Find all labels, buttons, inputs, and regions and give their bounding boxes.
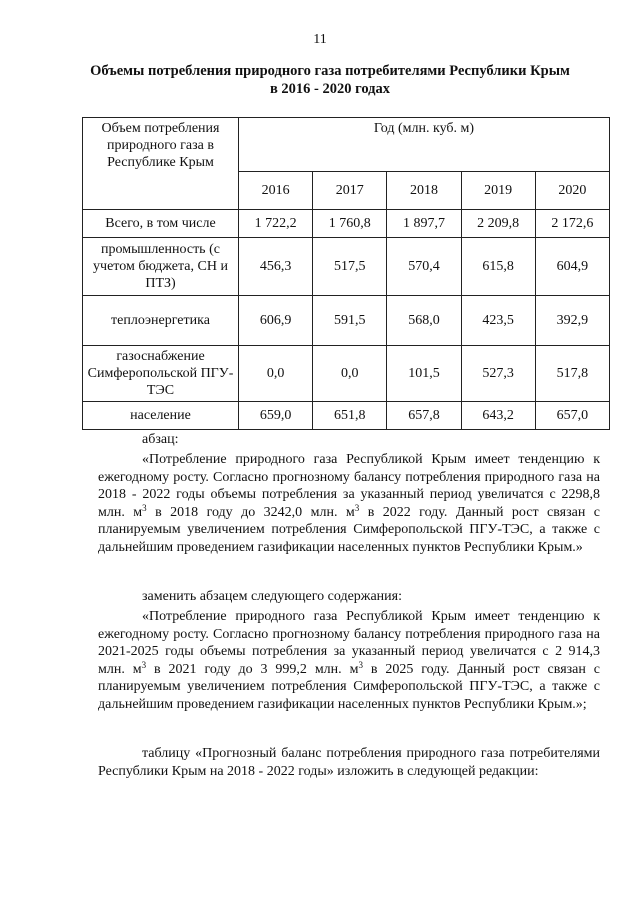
superscript: 3	[142, 502, 147, 513]
cell-value: 1 760,8	[313, 210, 387, 238]
header-year-group: Год (млн. куб. м)	[239, 118, 610, 172]
cell-value: 570,4	[387, 238, 461, 296]
page-number: 11	[313, 32, 327, 47]
title-line-1: Объемы потребления природного газа потребителями Республики Крым	[90, 63, 570, 79]
cell-value: 568,0	[387, 296, 461, 346]
cell-value: 517,8	[535, 346, 609, 402]
cell-value: 0,0	[313, 346, 387, 402]
header-year: 2017	[313, 172, 387, 210]
cell-value: 1 722,2	[239, 210, 313, 238]
text-segment: в 2022 году. Данный рост связан с планируемым увеличением потребления Симферопольской ПГУ-ТЭС, а также с дальнейшим проведением газификации населенных пунктов Республики Крым.»	[98, 504, 600, 555]
cell-value: 456,3	[239, 238, 313, 296]
header-year: 2020	[535, 172, 609, 210]
cell-value: 615,8	[461, 238, 535, 296]
header-year: 2018	[387, 172, 461, 210]
header-year: 2016	[239, 172, 313, 210]
document-title	[60, 62, 600, 98]
paragraph-text: таблицу «Прогнозный баланс потребления природного газа потребителями Республики Крым на 2018 - 2022 годы» изложить в следующей редакции:	[98, 746, 600, 779]
cell-value: 1 897,7	[387, 210, 461, 238]
cell-value: 101,5	[387, 346, 461, 402]
quoted-paragraph-old	[98, 451, 600, 556]
cell-value: 591,5	[313, 296, 387, 346]
cell-value: 606,9	[239, 296, 313, 346]
cell-value: 392,9	[535, 296, 609, 346]
replace-label: заменить абзацем следующего содержания:	[142, 589, 402, 604]
cell-value: 527,3	[461, 346, 535, 402]
quoted-paragraph-new	[98, 608, 600, 713]
cell-value: 657,0	[535, 402, 609, 430]
superscript: 3	[358, 659, 363, 670]
table-row	[83, 296, 610, 346]
text-segment: в 2018 году до 3242,0 млн. м	[146, 504, 355, 520]
row-label: газоснабжение Симферопольской ПГУ-ТЭС	[83, 346, 239, 402]
cell-value: 657,8	[387, 402, 461, 430]
row-label: население	[83, 402, 239, 430]
row-label: Всего, в том числе	[83, 210, 239, 238]
table-row	[83, 402, 610, 430]
cell-value: 651,8	[313, 402, 387, 430]
paragraph-text	[98, 608, 600, 713]
row-label: промышленность (с учетом бюджета, СН и ПТЗ)	[83, 238, 239, 296]
cell-value: 604,9	[535, 238, 609, 296]
abzac-label: абзац:	[142, 432, 179, 447]
cell-value: 423,5	[461, 296, 535, 346]
table-row	[83, 210, 610, 238]
gas-consumption-table	[82, 117, 610, 430]
cell-value: 643,2	[461, 402, 535, 430]
cell-value: 659,0	[239, 402, 313, 430]
superscript: 3	[354, 502, 360, 513]
row-label: теплоэнергетика	[83, 296, 239, 346]
text-segment: в 2025 году. Данный рост связан с планируемым увеличением потребления Симферопольской ПГУ-ТЭС, а также с дальнейшим проведением газификации населенных пунктов Республики Крым.»;	[98, 661, 600, 712]
header-year: 2019	[461, 172, 535, 210]
final-paragraph	[98, 745, 600, 780]
cell-value: 517,5	[313, 238, 387, 296]
cell-value: 0,0	[239, 346, 313, 402]
title-line-2: в 2016 - 2020 годах	[269, 81, 391, 97]
header-consumption: Объем потребления природного газа в Республике Крым	[83, 118, 239, 210]
cell-value: 2 209,8	[461, 210, 535, 238]
text-segment: «Потребление природного газа Республикой Крым имеет тенденцию к ежегодному росту. Согласно прогнозному балансу потребления природного газа на 2018 - 2022 годы объемы потребления за указанный период увеличатся с 2298,8 млн. м	[98, 452, 600, 520]
superscript: 3	[141, 659, 147, 670]
table-row	[83, 346, 610, 402]
text-segment: в 2021 году до 3 999,2 млн. м	[146, 661, 359, 677]
paragraph-text	[98, 451, 600, 556]
text-segment: «Потребление природного газа Республикой Крым имеет тенденцию к ежегодному росту. Согласно прогнозному балансу потребления природного газа на 2021-2025 годы объемы потребления за указанный период увеличатся с 2 914,3 млн. м	[98, 609, 600, 677]
cell-value: 2 172,6	[535, 210, 609, 238]
table-row	[83, 238, 610, 296]
